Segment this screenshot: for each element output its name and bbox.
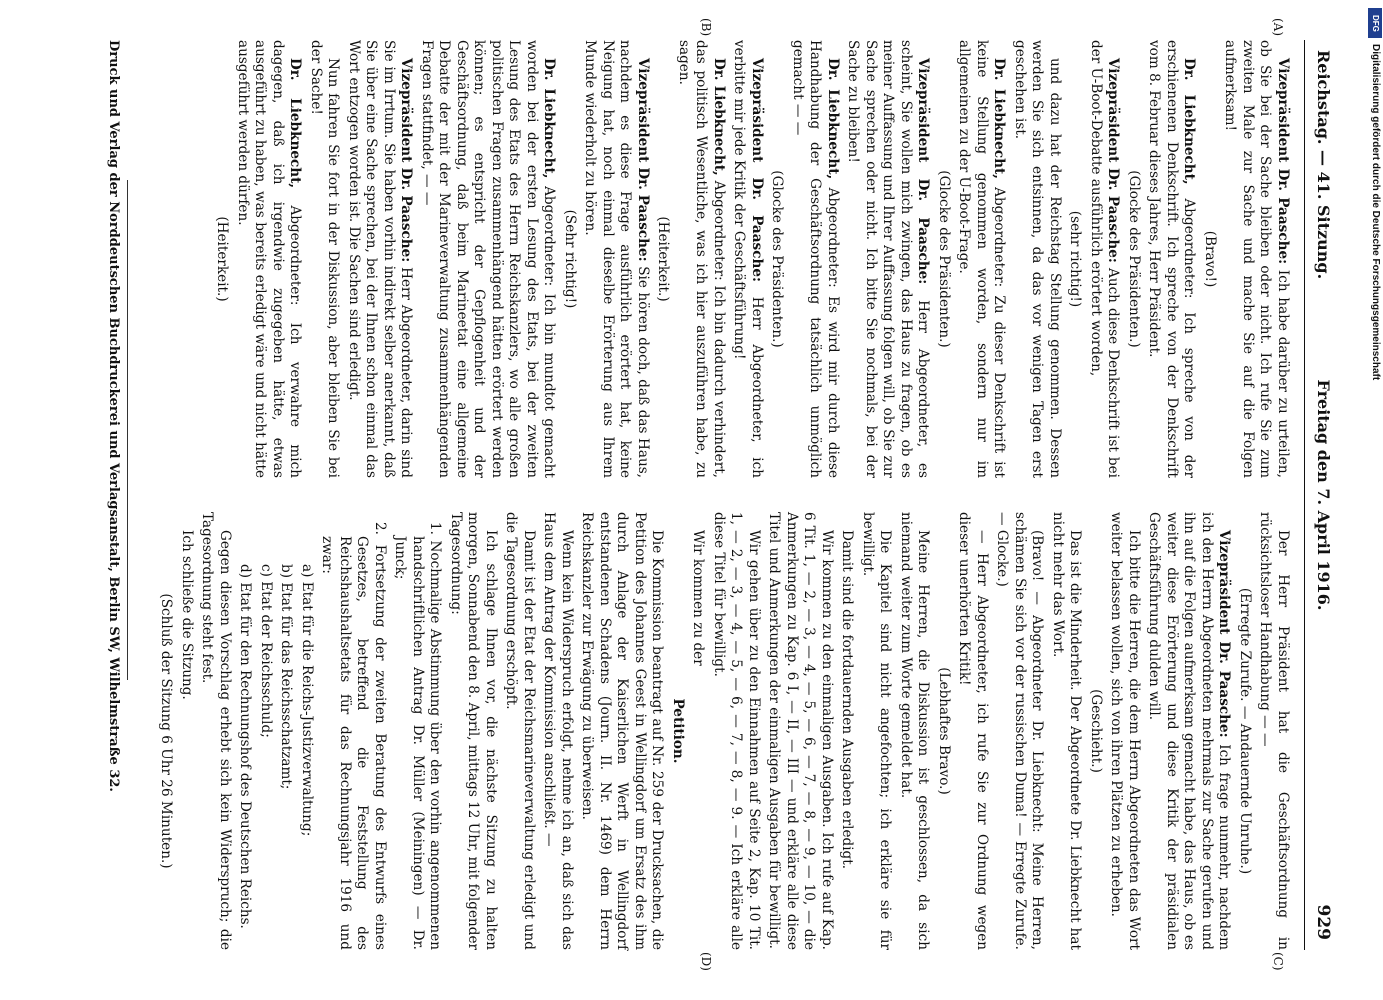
paragraph: Ich schlage Ihnen vor, die nächste Sitzung zu halten morgen, Sonnabend den 8. April, mittags 12 Uhr, mit folgender Tagesordnung: [448, 512, 499, 950]
header-rule [1304, 40, 1305, 950]
margin-marker-c: (C) [1271, 952, 1285, 971]
speaker-name: Dr. Liebknecht, [991, 58, 1008, 179]
paragraph: Wenn kein Widerspruch erfolgt, nehme ich an, daß sich das Haus dem Antrag der Kommission anschließt. — [541, 512, 575, 950]
speaker-name: Dr. Liebknecht, [711, 58, 727, 176]
paragraph: — Herr Abgeordneter, ich rufe Sie zur Ordnung wegen dieser unerhörten Kritik! [956, 512, 990, 950]
interjection: (Geschieht.) [1088, 689, 1104, 773]
page-number: 929 [1313, 904, 1333, 940]
paragraph: Ich bitte die Herren, die dem Herrn Abgeordneten das Wort weiter belassen wollen, sich von ihren Plätzen zu erheben. [1108, 512, 1142, 950]
paragraph: Wir kommen zu den einmaligen Ausgaben. Ich rufe auf Kap. 6 Tit. 1, — 2, — 3, — 4, — 5, — 6, — 7, — 8, — 9, — 10, — die Anmerkungen zu Kap. 6 I, — II, — III — und erkläre alle diese Titel und Anmerkungen der einmaligen Ausgaben für bewilligt. [766, 512, 835, 950]
speaker-name: Vizepräsident Dr. Paasche: [915, 58, 932, 285]
speaker-name: Dr. Liebknecht, [287, 58, 304, 189]
paragraph: Vizepräsident Dr. Paasche: Herr Abgeordneter, ich verbitte mir jede Kritik der Geschäftsführung! [731, 40, 765, 479]
paragraph: Dr. Liebknecht, Abgeordneter: Ich bin mundtot gemacht worden bei der ersten Lesung des Etats, bei der zweiten Lesung des Etats des Herrn Reichskanzlers, wo alle großen politischen Fragen zusammenhängend hätten erörtert werden können; es entspricht der Gepflogenheit und der Geschäftsordnung, daß beim Marineetat eine allgemeine Debatte der mit der Marineverwaltung zusammenhängenden Fragen stattfindet, — — [419, 40, 558, 479]
right-column [154, 512, 1291, 950]
speaker-name: Dr. Liebknecht, [825, 58, 841, 180]
paragraph: Vizepräsident Dr. Paasche: Herr Abgeordneter, darin sind Sie im Irrtum. Sie haben vorhin indirekt selber anerkannt, daß Sie über eine Sache sprechen, bei der Ihnen schon einmal das Wort entzogen worden ist. Die Sachen sind erledigt. [346, 40, 415, 478]
paragraph: Dr. Liebknecht, Abgeordneter: Ich verwahre mich dagegen, daß ich irgendwie zugegeben hätte, etwas ausgeführt zu haben, was bereits erledigt wäre und nicht hätte ausgeführt werden dürfen. [235, 40, 304, 478]
paragraph: (Bravo! — Abgeordneter Dr. Liebknecht: Meine Herren, schämen Sie sich vor der russischen Duma! — Erregte Zurufe. — Glocke.) [994, 512, 1046, 950]
speaker-name: Vizepräsident Dr. Paasche: [1105, 58, 1122, 263]
paragraph: Wir kommen zu der [690, 530, 707, 666]
paragraph: Dr. Liebknecht, Abgeordneter: Ich spreche von der erschienenen Denkschrift. Ich spreche von der Denkschrift vom 8. Februar dieses Jahres, Herr Präsident. [1146, 40, 1198, 478]
paragraph: Vizepräsident Dr. Paasche: Auch diese Denkschrift ist bei der U-Boot-Debatte ausführlich erörtert worden, [1088, 40, 1122, 478]
header-session: Reichstag. — 41. Sitzung. [1314, 50, 1333, 280]
section-heading: Petition. [670, 698, 686, 764]
agenda-subitem: a) Etat für die Reichs-Justizverwaltung; [299, 564, 315, 837]
agenda-subitem: b) Etat für das Reichsschatzamt; [278, 564, 295, 790]
interjection: (Sehr richtig!) [562, 209, 578, 309]
margin-marker-b: (B) [699, 18, 713, 37]
agenda-subitem: d) Etat für den Rechnungshof des Deutschen Reichs. [237, 564, 254, 929]
speaker-name: Vizepräsident Dr. Paasche: [1275, 58, 1291, 265]
interjection: (Schluß der Sitzung 6 Uhr 26 Minuten.) [158, 593, 175, 869]
speaker-name: Vizepräsident Dr. Paasche: [749, 58, 765, 283]
interjection: (Glocke des Präsidenten.) [1126, 170, 1142, 348]
page-header [1307, 40, 1333, 950]
paragraph: Dr. Liebknecht, Abgeordneter: Ich bin dadurch verhindert, das politisch Wesentliche, was ich hier auszuführen habe, zu sagen. [676, 40, 727, 478]
paragraph: Ich schließe die Sitzung. [179, 530, 195, 700]
interjection: (Glocke des Präsidenten.) [936, 170, 952, 348]
rotated-document-page [33, 18, 1353, 971]
speaker-name: Dr. Liebknecht, [541, 58, 558, 179]
paragraph: Die Kapitel sind nicht angefochten; ich erkläre sie für bewilligt. [860, 512, 894, 950]
speaker-name: Vizepräsident Dr. Paasche: [635, 58, 651, 262]
paragraph: Der Herr Präsident hat die Geschäftsordnung in rücksichtsloser Handhabung — — [1257, 512, 1291, 950]
interjection: (Heiterkeit.) [214, 216, 231, 302]
interjection: (Bravo!) [1202, 230, 1218, 288]
paragraph: Wir gehen über zu den Einnahmen auf Seite 2, Kap. 10 Tit. 1, — 2, — 3, — 4, — 5, — 6, — 7, — 8, — 9. — Ich erkläre alle diese Titel für bewilligt. [711, 512, 762, 950]
agenda-item: 1. Nochmalige Abstimmung über den vorhin angenommenen handschriftlichen Antrag Dr. Müller (Meiningen) — Dr. Junck; [392, 522, 444, 950]
left-column [210, 40, 1291, 478]
paragraph: Vizepräsident Dr. Paasche: Ich frage nunmehr, nachdem ich den Herrn Abgeordneten mehrmals zur Sache gerufen und ihn auf die Folgen aufmerksam gemacht habe, das Haus, ob es weiter diese Erörterung und diese Kritik der präsidialen Geschäftsführung dulden will. [1146, 512, 1233, 950]
dfg-logo: DFG [1368, 8, 1382, 38]
paragraph: Die Kommission beantragt auf Nr. 259 der Drucksachen, die Petition des Johannes Geest in Wellingdorf um Ersatz des ihm durch Anlage der Kaiserlichen Werft in Wellingdorf entstandenen Schadens (Journ. II. Nr. 1469) dem Herrn Reichskanzler zur Erwägung zu überweisen. [579, 512, 666, 950]
header-date: Freitag den 7. April 1916. [1314, 379, 1333, 611]
dfg-funding-note: Digitalisierung gefördert durch die Deutsche Forschungsgemeinschaft [1370, 44, 1381, 381]
imprint-footer: Druck und Verlag der Norddeutschen Buchdruckerei und Verlagsanstalt, Berlin SW, Wilhelmstraße 32. [106, 40, 121, 792]
paragraph: Vizepräsident Dr. Paasche: Sie hören doch, daß das Haus, nachdem es diese Frage ausführlich erörtert hat, keine Neigung hat, noch einmal dieselbe Erörterung aus Ihrem Munde wiederholt zu hören. [582, 40, 651, 478]
paragraph: Meine Herren, die Diskussion ist geschlossen, da sich niemand weiter zum Worte gemeldet hat. [898, 512, 932, 950]
margin-marker-d: (D) [699, 952, 713, 971]
interjection: (Heiterkeit.) [655, 216, 672, 302]
interjection: (Erregte Zurufe. — Andauernde Unruhe.) [1237, 587, 1253, 875]
interjection: (sehr richtig!) [1067, 210, 1084, 308]
agenda-item: 2. Fortsetzung der zweiten Beratung des Entwurfs eines Gesetzes, betreffend die Feststellung des Reichshaushaltsetats für das Rechnungsjahr 1916 und zwar: [319, 522, 388, 950]
agenda-subitem: c) Etat der Reichsschuld; [258, 564, 274, 738]
speaker-name: Vizepräsident Dr. Paasche: [1216, 530, 1233, 738]
paragraph: Gegen diesen Vorschlag erhebt sich kein Widerspruch; die Tagesordnung steht fest. [199, 512, 233, 950]
paragraph: Dr. Liebknecht, Abgeordneter: Zu dieser Denkschrift ist keine Stellung genommen worden, sondern nur im allgemeinen zu der U-Boot-Frage. [956, 40, 1008, 478]
paragraph: Nun fahren Sie fort in der Diskussion, aber bleiben Sie bei der Sache! [308, 40, 342, 478]
paragraph: Das ist die Minderheit. Der Abgeordnete Dr. Liebknecht hat nicht mehr das Wort. [1050, 512, 1084, 950]
interjection: (Lebhaftes Bravo.) [936, 667, 952, 795]
speaker-name: Vizepräsident Dr. Paasche: [398, 58, 415, 263]
paragraph: Vizepräsident Dr. Paasche: Ich habe darüber zu urteilen, ob Sie bei der Sache bleiben oder nicht. Ich rufe Sie zum zweiten Male zur Sache und mache Sie auf die Folgen aufmerksam! [1222, 40, 1291, 479]
dfg-side-note [1368, 8, 1382, 608]
paragraph: Damit sind die fortdauernden Ausgaben erledigt. [839, 530, 856, 870]
speaker-name: Dr. Liebknecht, [1181, 58, 1198, 185]
interjection: (Glocke des Präsidenten.) [769, 170, 786, 348]
margin-marker-a: (A) [1271, 18, 1285, 37]
paragraph: Vizepräsident Dr. Paasche: Herr Abgeordneter, es scheint, Sie wollen mich zwingen, das Haus zu fragen, ob es meiner Auffassung und Ihrer Auffassung folgen will, ob Sie zur Sache sprechen oder nicht. Ich bitte Sie nochmals, bei der Sache zu bleiben! [845, 40, 932, 478]
paragraph: und dazu hat der Reichstag Stellung genommen. Dessen werden Sie sich entsinnen, da das vor wenigen Tagen erst geschehen ist. [1012, 40, 1063, 478]
paragraph: Damit ist der Etat der Reichsmarineverwaltung erledigt und die Tagesordnung erschöpft. [503, 512, 537, 950]
paragraph: Dr. Liebknecht, Abgeordneter: Es wird mir durch diese Handhabung der Geschäftsordnung tatsächlich unmöglich gemacht — — [790, 40, 841, 479]
footer-rule [127, 180, 128, 680]
